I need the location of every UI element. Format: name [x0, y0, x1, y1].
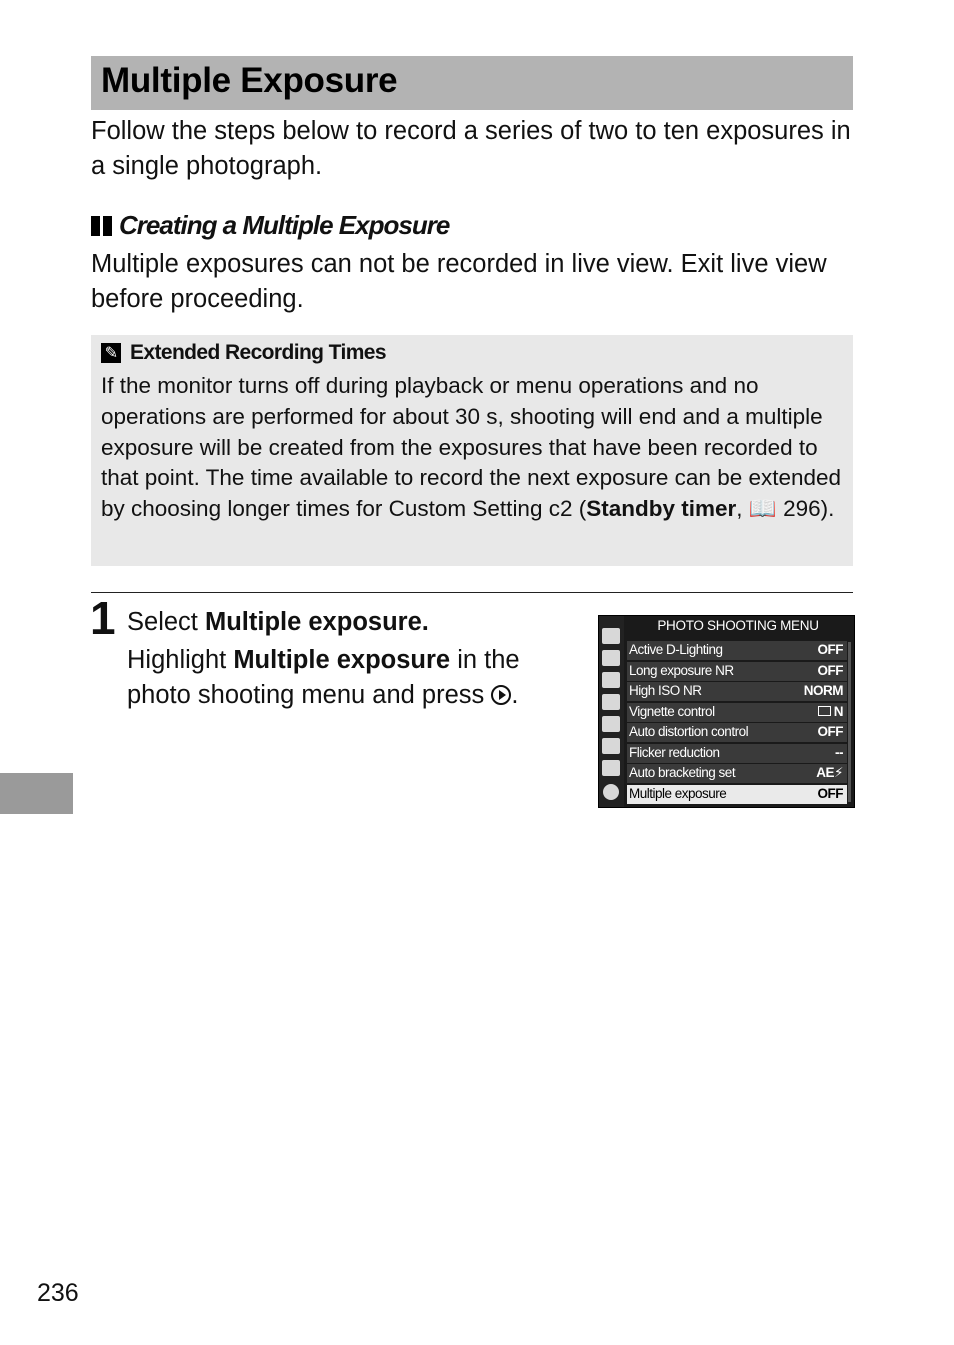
step-number: 1 — [90, 592, 116, 644]
step-divider — [91, 592, 853, 593]
pencil-note-icon: ✎ — [101, 343, 121, 363]
menu-row: High ISO NR NORM — [627, 682, 847, 701]
note-box — [91, 335, 853, 566]
playback-tab-icon — [602, 628, 620, 644]
frame-icon — [818, 706, 831, 716]
movie-tab-icon — [602, 672, 620, 688]
menu-row: Flicker reduction -- — [627, 744, 847, 763]
step-text-end: . — [511, 681, 519, 709]
setup-tab-icon — [602, 716, 620, 732]
section-paragraph: Multiple exposures can not be recorded in live view. Exit live view before proceeding. — [91, 250, 827, 313]
intro-paragraph: Follow the steps below to record a series of two to ten exposures in a single photograph. — [91, 117, 851, 180]
step-text-prefix: Highlight — [127, 646, 234, 674]
flash-icon: ⚡ — [834, 765, 843, 780]
menu-row: Active D-Lighting OFF — [627, 641, 847, 660]
page-number: 236 — [37, 1279, 79, 1307]
menu-scrollbar — [848, 642, 851, 802]
menu-row: Auto distortion control OFF — [627, 723, 847, 742]
step-text-bold: Multiple exposure — [233, 646, 451, 674]
standby-timer-label: Standby timer — [586, 496, 737, 522]
menu-row: Long exposure NR OFF — [627, 662, 847, 681]
section-heading-text: Creating a Multiple Exposure — [119, 210, 450, 240]
custom-settings-tab-icon — [602, 694, 620, 710]
multi-selector-right-icon — [491, 685, 511, 705]
note-text-end: ). — [820, 496, 835, 522]
step-title-prefix: Select — [127, 608, 205, 636]
menu-row: Auto bracketing set AE⚡ — [627, 764, 847, 783]
step-instructions — [127, 643, 577, 713]
photo-shooting-tab-icon — [602, 650, 620, 666]
step-title-suffix: . — [421, 608, 429, 636]
title-bar — [91, 56, 853, 110]
section-marker-icon — [91, 216, 112, 236]
my-menu-tab-icon — [602, 760, 620, 776]
page-reference[interactable]: 296 — [783, 496, 821, 522]
step-title — [127, 608, 429, 637]
page-title: Multiple Exposure — [101, 61, 398, 100]
retouch-tab-icon — [602, 738, 620, 754]
note-heading — [101, 341, 386, 365]
note-text: If the monitor turns off during playback or menu operations and no operations are performed for about 30 s, shooting will end and a multiple exposure will be created from the exposures that have been recorded to that point. The time available to record the next exposure can be extended by choosing longer times for Custom Setting c2 ( — [101, 373, 842, 522]
note-heading-text: Extended Recording Times — [130, 341, 386, 364]
menu-row: Vignette control N — [627, 703, 847, 722]
camera-menu-screenshot — [598, 615, 855, 808]
section-heading — [91, 210, 449, 241]
ref-separator: , — [736, 496, 749, 522]
menu-tab-rail — [599, 616, 624, 807]
menu-row-selected: Multiple exposure OFF — [627, 785, 847, 804]
step-title-bold: Multiple exposure — [204, 608, 422, 636]
chapter-side-tab — [0, 773, 73, 814]
note-body — [101, 371, 849, 525]
step-text-middle: in the photo shooting menu and press — [127, 646, 520, 709]
menu-title: PHOTO SHOOTING MENU — [657, 618, 819, 633]
book-icon: 📖 — [748, 496, 777, 522]
help-icon — [603, 784, 619, 800]
